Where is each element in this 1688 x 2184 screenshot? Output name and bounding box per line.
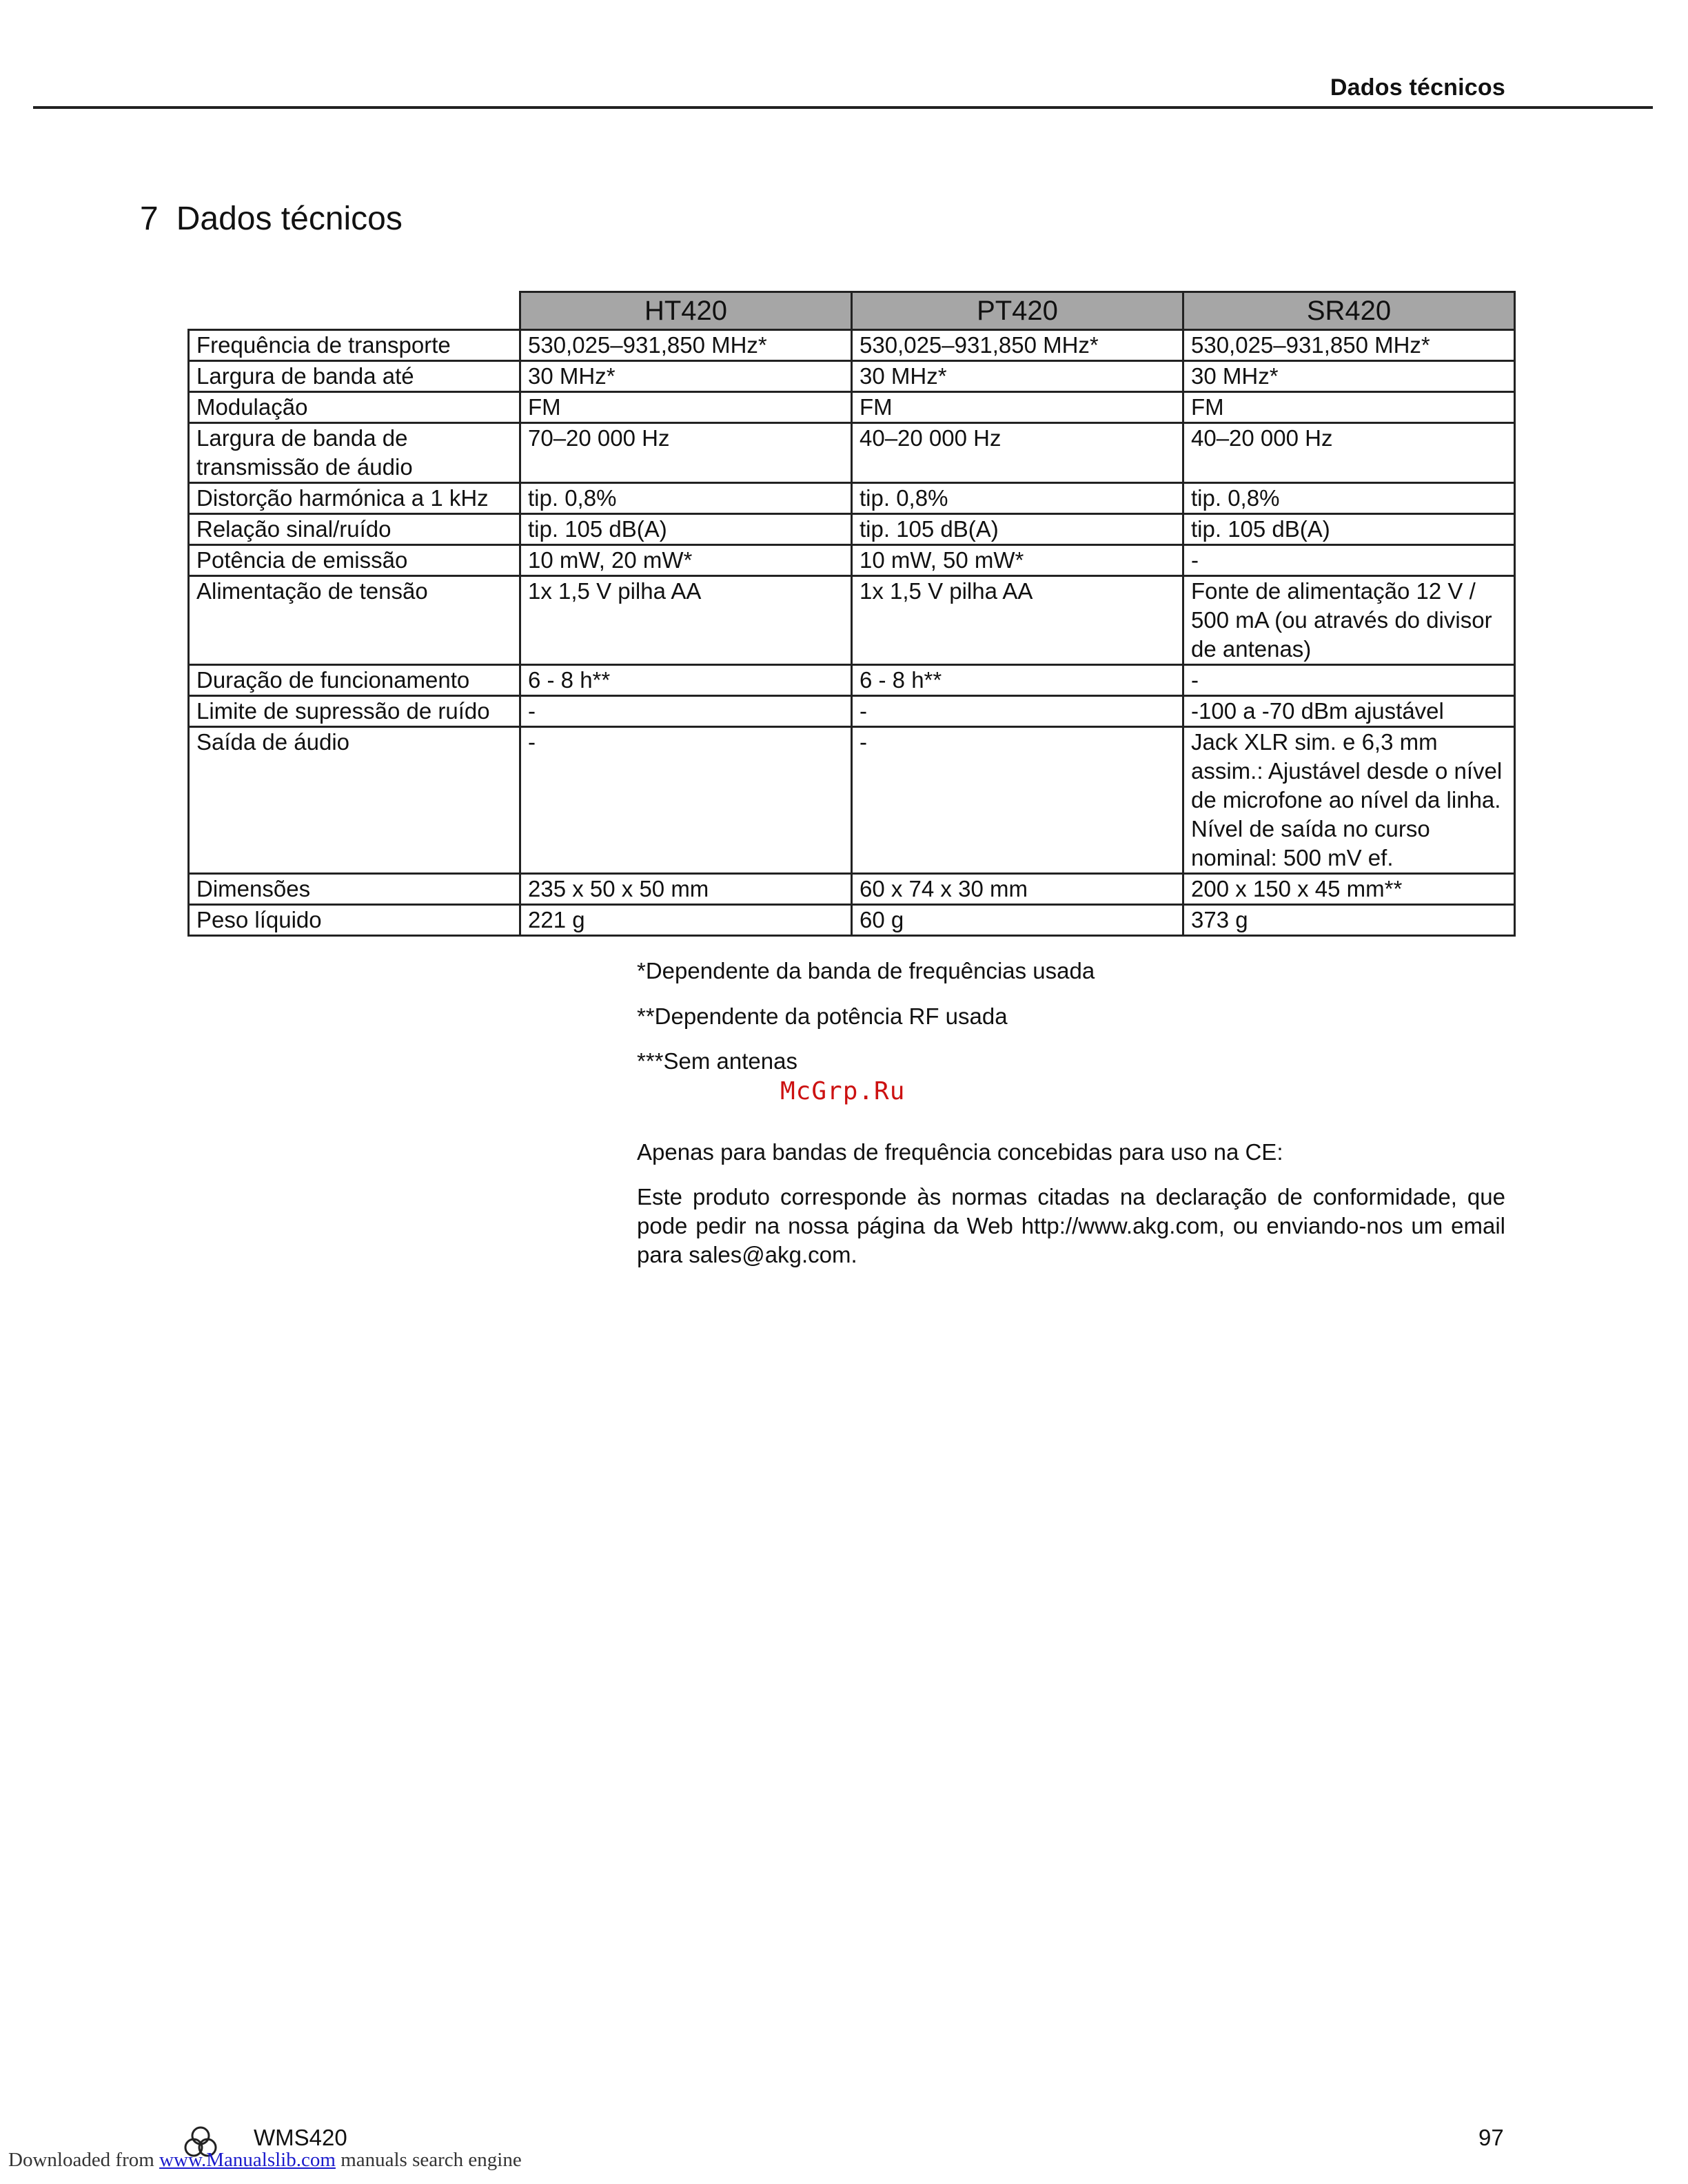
cell-pt420: - [852,696,1183,727]
specifications-table [187,291,1516,937]
cell-pt420: 6 - 8 h** [852,665,1183,696]
column-header-ht420: HT420 [520,292,852,330]
table-row [189,665,1515,696]
cell-pt420: 30 MHz* [852,361,1183,392]
cell-pt420: 530,025–931,850 MHz* [852,330,1183,361]
table-row [189,905,1515,936]
cell-sr420: FM [1183,392,1515,423]
cell-pt420: 60 x 74 x 30 mm [852,874,1183,905]
cell-pt420: 60 g [852,905,1183,936]
cell-ht420: 6 - 8 h** [520,665,852,696]
cell-ht420: 1x 1,5 V pilha AA [520,576,852,665]
cell-ht420: 10 mW, 20 mW* [520,545,852,576]
table-row [189,545,1515,576]
row-label: Potência de emissão [189,545,520,576]
table-row [189,330,1515,361]
table-row [189,727,1515,874]
cell-pt420: 40–20 000 Hz [852,423,1183,483]
chapter-title [140,200,403,238]
column-header-pt420: PT420 [852,292,1183,330]
cell-pt420: 10 mW, 50 mW* [852,545,1183,576]
cell-ht420: 235 x 50 x 50 mm [520,874,852,905]
cell-pt420: tip. 0,8% [852,483,1183,514]
table-row [189,874,1515,905]
watermark: McGrp.Ru [780,1077,906,1105]
page-number: 97 [1478,2125,1504,2150]
cell-pt420: FM [852,392,1183,423]
row-label: Largura de banda de transmissão de áudio [189,423,520,483]
row-label: Saída de áudio [189,727,520,874]
cell-sr420: 373 g [1183,905,1515,936]
row-label: Duração de funcionamento [189,665,520,696]
footnote-band: *Dependente da banda de frequências usada [637,958,1095,983]
cell-ht420: FM [520,392,852,423]
cell-sr420: Fonte de alimentação 12 V / 500 mA (ou através do divisor de antenas) [1183,576,1515,665]
row-label: Dimensões [189,874,520,905]
cell-sr420: - [1183,665,1515,696]
table-row [189,576,1515,665]
cell-ht420: tip. 105 dB(A) [520,514,852,545]
table-header-row [189,292,1515,330]
table-row [189,423,1515,483]
download-notice [8,2149,522,2172]
footnote-rf-power: **Dependente da potência RF usada [637,1003,1008,1029]
cell-ht420: tip. 0,8% [520,483,852,514]
cell-sr420: Jack XLR sim. e 6,3 mm assim.: Ajustável desde o nível de microfone ao nível da linha. Nível de saída no curso nominal: 500 mV ef. [1183,727,1515,874]
download-prefix: Downloaded from [8,2149,160,2171]
ce-intro: Apenas para bandas de frequência concebidas para uso na CE: [637,1139,1283,1165]
table-row [189,514,1515,545]
header-rule [33,106,1653,109]
cell-sr420: tip. 105 dB(A) [1183,514,1515,545]
footer-model: WMS420 [254,2125,347,2150]
row-label: Largura de banda até [189,361,520,392]
header-blank-cell [189,292,520,330]
download-suffix: manuals search engine [335,2149,522,2171]
row-label: Distorção harmónica a 1 kHz [189,483,520,514]
row-label: Limite de supressão de ruído [189,696,520,727]
cell-ht420: 70–20 000 Hz [520,423,852,483]
row-label: Frequência de transporte [189,330,520,361]
chapter-number: 7 [140,201,159,238]
row-label: Modulação [189,392,520,423]
chapter-title-text: Dados técnicos [176,201,403,238]
table-row [189,361,1515,392]
cell-sr420: tip. 0,8% [1183,483,1515,514]
column-header-sr420: SR420 [1183,292,1515,330]
footnote-antennas: ***Sem antenas [637,1048,797,1074]
cell-ht420: 30 MHz* [520,361,852,392]
table-row [189,696,1515,727]
cell-sr420: 530,025–931,850 MHz* [1183,330,1515,361]
table-row [189,483,1515,514]
cell-pt420: 1x 1,5 V pilha AA [852,576,1183,665]
running-header: Dados técnicos [1330,74,1505,101]
cell-sr420: 30 MHz* [1183,361,1515,392]
cell-pt420: tip. 105 dB(A) [852,514,1183,545]
cell-pt420: - [852,727,1183,874]
cell-ht420: - [520,696,852,727]
cell-sr420: 200 x 150 x 45 mm** [1183,874,1515,905]
cell-ht420: - [520,727,852,874]
cell-sr420: -100 a -70 dBm ajustável [1183,696,1515,727]
row-label: Relação sinal/ruído [189,514,520,545]
manualslib-link[interactable]: www.Manualslib.com [159,2149,336,2171]
table-row [189,392,1515,423]
cell-sr420: - [1183,545,1515,576]
ce-conformity-text: Este produto corresponde às normas citadas na declaração de conformidade, que pode pedir na nossa página da Web http://www.akg.com, ou enviando-nos um email para sales@akg.com. [637,1184,1505,1267]
cell-ht420: 221 g [520,905,852,936]
cell-ht420: 530,025–931,850 MHz* [520,330,852,361]
cell-sr420: 40–20 000 Hz [1183,423,1515,483]
row-label: Peso líquido [189,905,520,936]
row-label: Alimentação de tensão [189,576,520,665]
